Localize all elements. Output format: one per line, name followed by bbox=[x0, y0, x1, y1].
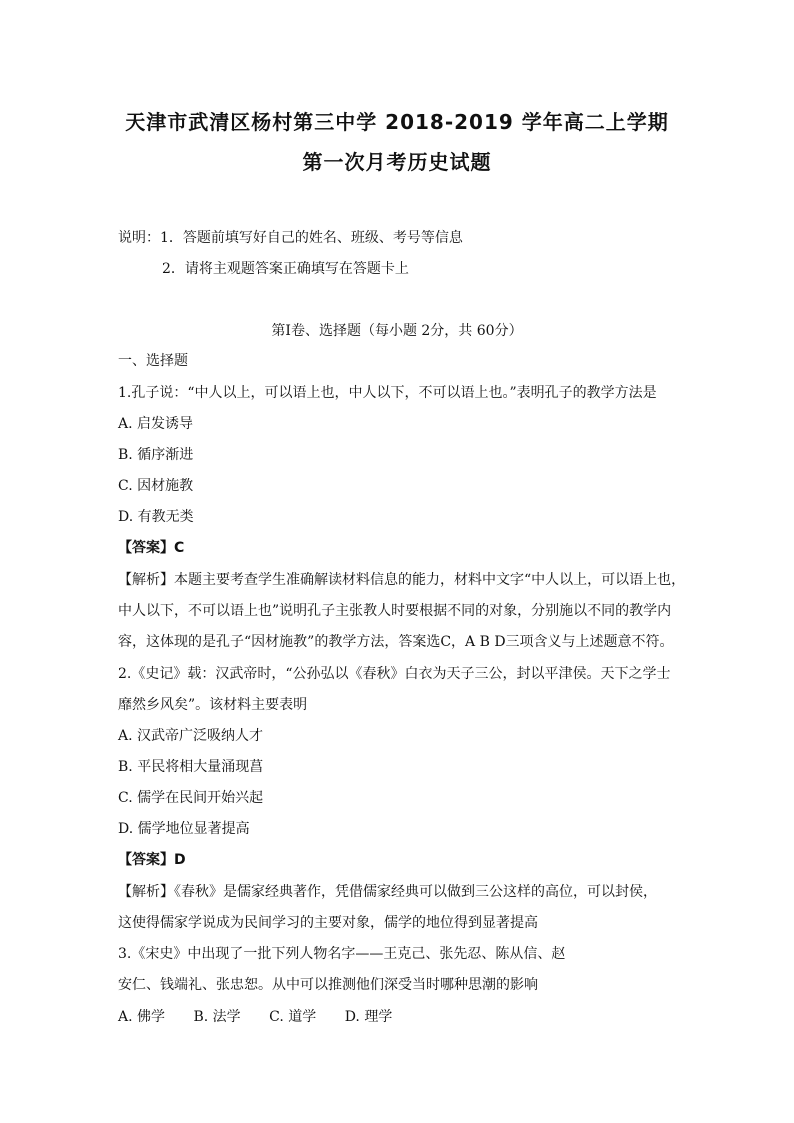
q1-option-c: C. 因材施教 bbox=[118, 478, 194, 494]
q2-option-c: C. 儒学在民间开始兴起 bbox=[118, 790, 264, 806]
q1-stem: 1.孔子说：“中人以上，可以语上也，中人以下，不可以语上也。”表明孔子的教学方法是 bbox=[118, 385, 657, 401]
q3-option-c: C. 道学 bbox=[269, 1009, 317, 1025]
q1-analysis-line-1: 【解析】本题主要考查学生准确解读材料信息的能力，材料中文字“中人以上，可以语上也， bbox=[118, 572, 686, 588]
q3-option-d: D. 理学 bbox=[344, 1009, 393, 1025]
q3-options bbox=[118, 1007, 688, 1027]
q2-option-a: A. 汉武帝广泛吸纳人才 bbox=[118, 728, 264, 744]
q2-option-d: D. 儒学地位显著提高 bbox=[118, 821, 250, 837]
q2-stem-line-2: 靡然乡风矣”。该材料主要表明 bbox=[118, 697, 308, 713]
instruction-line-1: 说明：1．答题前填写好自己的姓名、班级、考号等信息 bbox=[118, 230, 463, 246]
q3-option-b: B. 法学 bbox=[193, 1009, 241, 1025]
q2-answer: 【答案】D bbox=[118, 852, 186, 868]
q3-option-a: A. 佛学 bbox=[118, 1009, 166, 1025]
q3-stem-line-2: 安仁、钱端礼、张忠恕。从中可以推测他们深受当时哪种思潮的影响 bbox=[118, 977, 538, 993]
document-title: 天津市武清区杨村第三中学 2018-2019 学年高二上学期 bbox=[125, 110, 669, 134]
q3-stem-line-1: 3.《宋史》中出现了一批下列人物名字——王克己、张先忍、陈从信、赵 bbox=[118, 946, 566, 962]
section-header: 第Ⅰ卷、选择题（每小题 2分，共 60分） bbox=[271, 323, 523, 339]
section-label: 一、选择题 bbox=[118, 353, 188, 369]
q2-analysis-line-1: 【解析】《春秋》是儒家经典著作，凭借儒家经典可以做到三公这样的高位，可以封侯， bbox=[118, 884, 657, 900]
q1-option-d: D. 有教无类 bbox=[118, 509, 194, 525]
q2-analysis-line-2: 这使得儒家学说成为民间学习的主要对象，儒学的地位得到显著提高 bbox=[118, 915, 538, 931]
q1-option-a: A. 启发诱导 bbox=[118, 416, 194, 432]
q2-option-b: B. 平民将相大量涌现菖 bbox=[118, 759, 264, 775]
instruction-line-2: 2．请将主观题答案正确填写在答题卡上 bbox=[162, 261, 409, 277]
q2-stem-line-1: 2.《史记》载：汉武帝时，“公孙弘以《春秋》白衣为天子三公，封以平津侯。天下之学士 bbox=[118, 666, 671, 682]
q1-answer: 【答案】C bbox=[118, 540, 185, 556]
q1-option-b: B. 循序渐进 bbox=[118, 447, 194, 463]
q1-analysis-line-3: 容，这体现的是孔子“因材施教”的教学方法，答案选C，A B D三项含义与上述题意不符。 bbox=[118, 634, 674, 650]
q1-analysis-line-2: 中人以下，不可以语上也”说明孔子主张教人时要根据不同的对象，分别施以不同的教学内 bbox=[118, 603, 672, 619]
document-subtitle: 第一次月考历史试题 bbox=[302, 150, 492, 174]
